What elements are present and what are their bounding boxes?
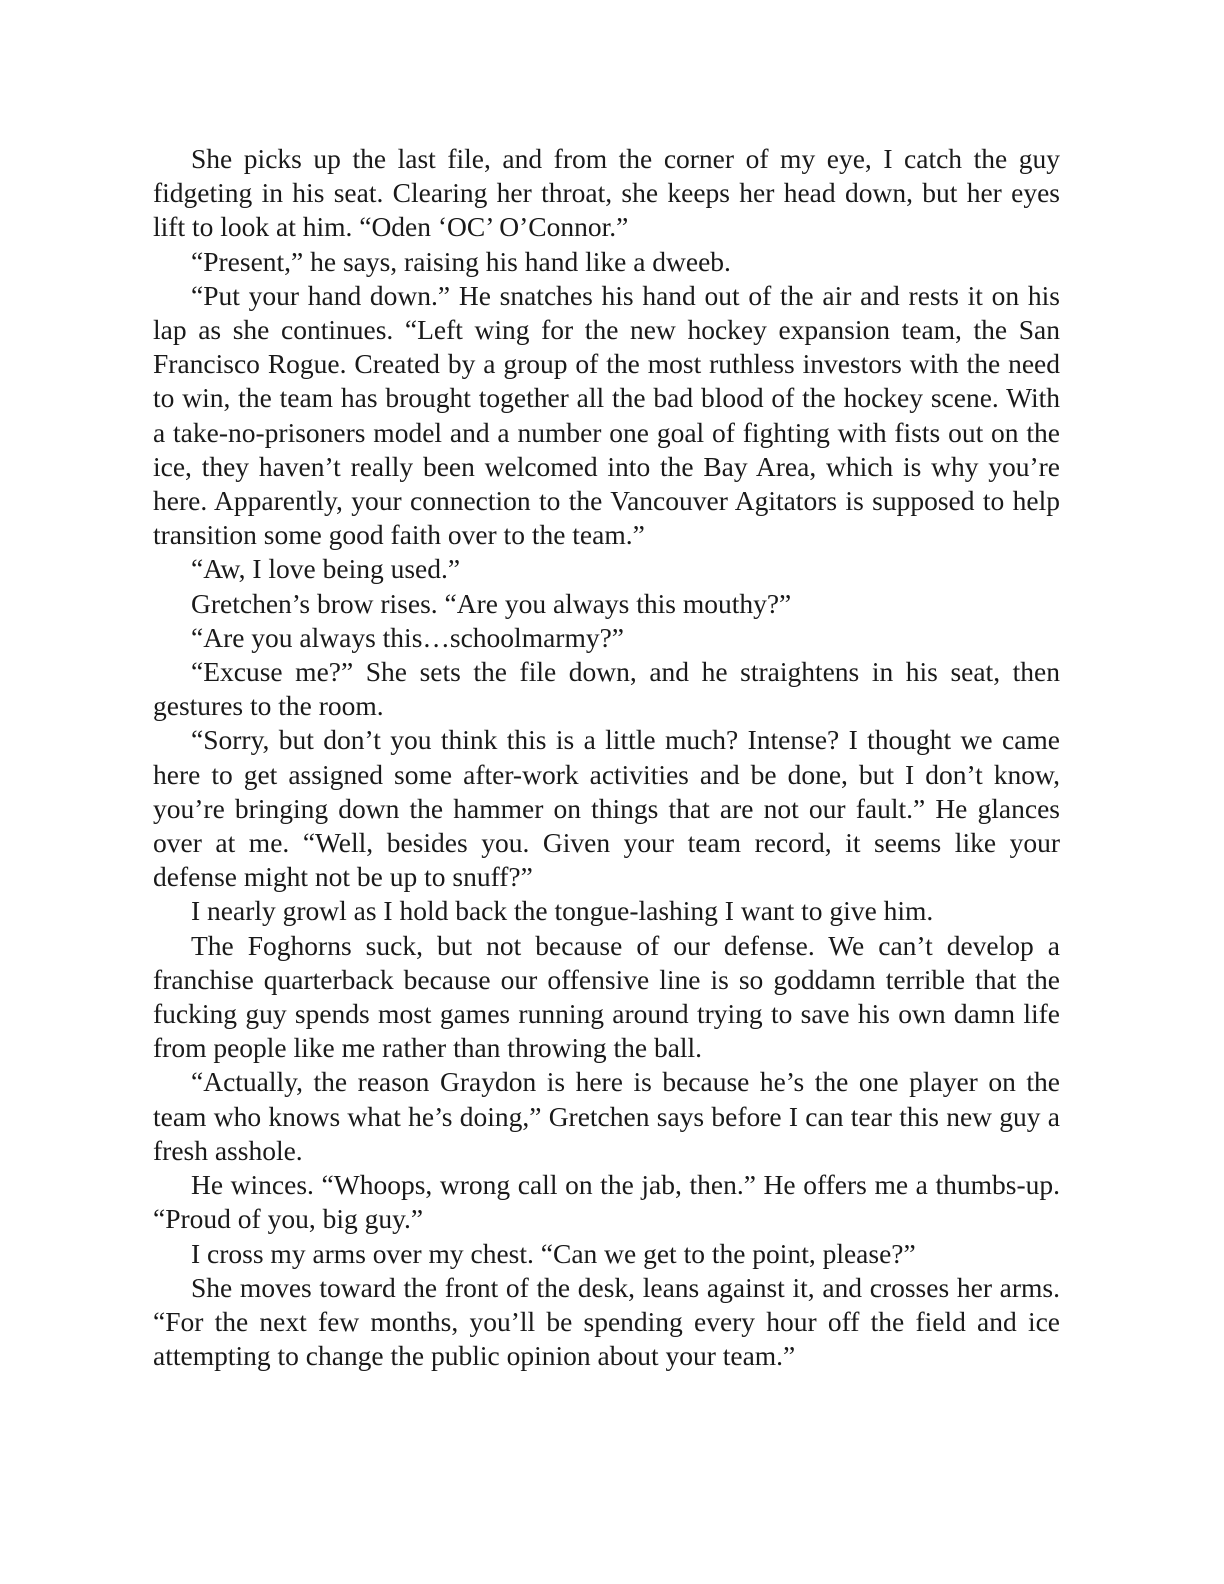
paragraph: “Present,” he says, raising his hand like a dweeb. xyxy=(191,245,731,277)
paragraph: I nearly growl as I hold back the tongue-lashing I want to give him. xyxy=(191,895,934,927)
paragraph: “Are you always this…schoolmarmy?” xyxy=(191,621,625,653)
paragraph: The Foghorns suck, but not because of our defense. We can’t develop a franchise quarterback because our offensive line is so goddamn terrible that the fucking guy spends most games running around trying to save his own damn life from people like me rather than throwing the ball. xyxy=(153,929,1060,1064)
book-page-body xyxy=(153,142,1060,1373)
paragraph: She moves toward the front of the desk, leans against it, and crosses her arms. “For the next few months, you’ll be spending every hour off the field and ice attempting to change the public opinion about your team.” xyxy=(153,1271,1060,1372)
paragraph: He winces. “Whoops, wrong call on the jab, then.” He offers me a thumbs-up. “Proud of you, big guy.” xyxy=(153,1169,1060,1235)
paragraph: I cross my arms over my chest. “Can we get to the point, please?” xyxy=(191,1237,916,1269)
paragraph: “Aw, I love being used.” xyxy=(191,553,461,585)
paragraph: “Excuse me?” She sets the file down, and he straightens in his seat, then gestures to the room. xyxy=(153,656,1060,722)
paragraph: Gretchen’s brow rises. “Are you always this mouthy?” xyxy=(191,587,792,619)
paragraph: “Actually, the reason Graydon is here is because he’s the one player on the team who knows what he’s doing,” Gretchen says before I can tear this new guy a fresh asshole. xyxy=(153,1066,1060,1166)
paragraph: She picks up the last file, and from the corner of my eye, I catch the guy fidgeting in his seat. Clearing her throat, she keeps her head down, but her eyes lift to look at him. “Oden ‘OC’ O’Connor.” xyxy=(153,143,1060,243)
paragraph: “Sorry, but don’t you think this is a little much? Intense? I thought we came here to get assigned some after-work activities and be done, but I don’t know, you’re bringing down the hammer on things that are not our fault.” He glances over at me. “Well, besides you. Given your team record, it seems like your defense might not be up to snuff?” xyxy=(153,724,1060,893)
paragraph: “Put your hand down.” He snatches his hand out of the air and rests it on his lap as she continues. “Left wing for the new hockey expansion team, the San Francisco Rogue. Created by a group of the most ruthless investors with the need to win, the team has brought together all the bad blood of the hockey scene. With a take-no-prisoners model and a number one goal of fighting with fists out on the ice, they haven’t really been welcomed into the Bay Area, which is why you’re here. Apparently, your connection to the Vancouver Agitators is supposed to help transition some good faith over to the team.” xyxy=(153,279,1060,551)
